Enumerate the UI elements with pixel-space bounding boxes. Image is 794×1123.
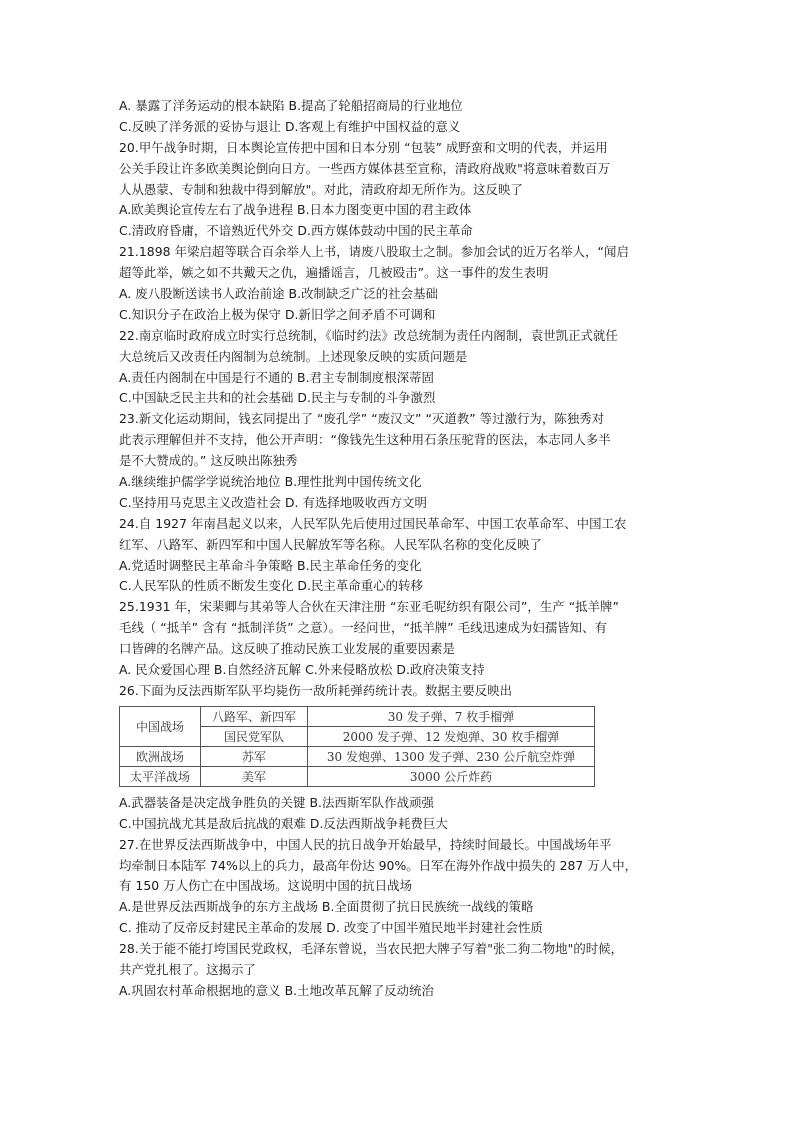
- table-cell-pacific-theater: 太平洋战场: [120, 766, 201, 786]
- text-line: 口皆碑的名牌产品。这反映了推动民族工业发展的重要因素是: [119, 641, 455, 657]
- ammunition-table-wrapper: [119, 706, 679, 787]
- text-line: A.是世界反法西斯战争的东方主战场 B.全面贯彻了抗日民族统一战线的策略: [119, 899, 534, 915]
- questions-before-table: [119, 96, 679, 702]
- text-line: 均牵制日本陆军 74%以上的兵力，最高年份达 90%。日军在海外作战中损失的 287 万人中，: [119, 857, 638, 873]
- table-cell-army: 美军: [201, 766, 308, 786]
- table-cell-europe-theater: 欧洲战场: [120, 746, 201, 766]
- text-line: 共产党扎根了。这揭示了: [119, 961, 256, 977]
- text-line: 25.1931 年，宋棐卿与其弟等人合伙在天津注册 “东亚毛呢纺织有限公司”，生产 “抵羊牌”: [119, 599, 619, 615]
- text-line: C.清政府昏庸，不谙熟近代外交 D.西方媒体鼓动中国的民主革命: [119, 223, 473, 239]
- text-line: C.知识分子在政治上极为保守 D.新旧学之间矛盾不可调和: [119, 306, 436, 322]
- text-line: A.党适时调整民主革命斗争策略 B.民主革命任务的变化: [119, 557, 422, 573]
- text-line: C. 推动了反帝反封建民主革命的发展 D. 改变了中国半殖民地半封建社会性质: [119, 920, 543, 936]
- table-cell-ammo: 30 发子弹、7 枚手榴弹: [308, 706, 595, 726]
- text-line: 28.关于能不能打垮国民党政权，毛泽东曾说，当农民把大牌子写着"张二狗二物地"的时候，: [119, 941, 624, 957]
- text-line: C.人民军队的性质不断发生变化 D.民主革命重心的转移: [119, 578, 423, 594]
- text-line: 人从愚蒙、专制和独裁中得到解放"。对此，清政府却无所作为。这反映了: [119, 181, 523, 197]
- exam-page: [119, 96, 679, 1002]
- text-line: 超等此举，嫉之如不共戴天之仇，遍播谣言，几被殴击”。这一事件的发生表明: [119, 265, 549, 281]
- text-line: C.坚持用马克思主义改造社会 D. 有选择地吸收西方文明: [119, 494, 427, 510]
- text-line: 大总统后又改责任内阁制为总统制。上述现象反映的实质问题是: [119, 348, 468, 364]
- text-line: A.欧美舆论宣传左右了战争进程 B.日本力图变更中国的君主政体: [119, 202, 472, 218]
- text-line: C.中国缺乏民主共和的社会基础 D.民主与专制的斗争激烈: [119, 390, 436, 406]
- text-line: A. 废八股断送读书人政治前途 B.改制缺乏广泛的社会基础: [119, 286, 438, 302]
- text-line: 22.南京临时政府成立时实行总统制，《临时约法》改总统制为责任内阁制，袁世凯正式就任: [119, 327, 618, 343]
- ammunition-statistics-table: [119, 706, 595, 787]
- text-line: A.责任内阁制在中国是行不通的 B.君主专制制度根深蒂固: [119, 369, 434, 385]
- table-cell-army: 国民党军队: [201, 726, 308, 746]
- table-cell-ammo: 3000 公斤炸药: [308, 766, 595, 786]
- text-line: A. 民众爱国心理 B.自然经济瓦解 C.外来侵略放松 D.政府决策支持: [119, 662, 485, 678]
- text-line: 26.下面为反法西斯军队平均毙伤一敌所耗弹药统计表。数据主要反映出: [119, 682, 513, 698]
- table-cell-ammo: 30 发炮弹、1300 发子弹、230 公斤航空炸弹: [308, 746, 595, 766]
- table-row: [120, 766, 595, 786]
- text-line: A.继续维护儒学学说统治地位 B.理性批判中国传统文化: [119, 474, 422, 490]
- table-cell-china-theater: 中国战场: [120, 706, 201, 746]
- text-line: 23.新文化运动期间，钱玄同提出了 “废孔学” “废汉文” “灭道教” 等过激行为，陈独秀对: [119, 411, 605, 427]
- table-row: [120, 706, 595, 726]
- text-line: A.武器装备是决定战争胜负的关键 B.法西斯军队作战顽强: [119, 794, 434, 810]
- text-line: 20.甲午战争时期，日本舆论宣传把中国和日本分别 “包装” 成野蛮和文明的代表，并运用: [119, 139, 608, 155]
- text-line: A.巩固农村革命根据地的意义 B.土地改革瓦解了反动统治: [119, 982, 434, 998]
- table-cell-ammo: 2000 发子弹、12 发炮弹、30 枚手榴弹: [308, 726, 595, 746]
- text-line: 红军、八路军、新四军和中国人民解放军等名称。人民军队名称的变化反映了: [119, 536, 542, 552]
- table-cell-army: 苏军: [201, 746, 308, 766]
- text-line: 是不大赞成的。” 这反映出陈独秀: [119, 453, 298, 469]
- text-line: C.中国抗战尤其是敌后抗战的艰难 D.反法西斯战争耗费巨大: [119, 815, 448, 831]
- text-line: 有 150 万人伤亡在中国战场。这说明中国的抗日战场: [119, 878, 413, 894]
- table-cell-army: 八路军、新四军: [201, 706, 308, 726]
- text-line: 公关手段让许多欧美舆论倒向日方。一些西方媒体甚至宣称，清政府战败"将意味着数百万: [119, 160, 610, 176]
- text-line: C.反映了洋务派的妥协与退让 D.客观上有维护中国权益的意义: [119, 118, 461, 134]
- text-line: 此表示理解但并不支持，他公开声明：“像钱先生这种用石条压驼背的医法，本志同人多半: [119, 432, 611, 448]
- text-line: A. 暴露了洋务运动的根本缺陷 B.提高了轮船招商局的行业地位: [119, 98, 463, 113]
- text-line: 27.在世界反法西斯战争中，中国人民的抗日战争开始最早，持续时间最长。中国战场年平: [119, 836, 612, 852]
- text-line: 21.1898 年梁启超等联合百余举人上书，请废八股取士之制。参加会试的近万名举人，“闻启: [119, 244, 629, 260]
- text-line: 毛线（ “抵羊” 含有 “抵制洋货” 之意）。一经问世，“抵羊牌” 毛线迅速成为妇孺皆知、有: [119, 620, 607, 636]
- questions-after-table: [119, 793, 679, 1002]
- table-row: [120, 746, 595, 766]
- text-line: 24.自 1927 年南昌起义以来，人民军队先后使用过国民革命军、中国工农革命军、中国工农: [119, 515, 627, 531]
